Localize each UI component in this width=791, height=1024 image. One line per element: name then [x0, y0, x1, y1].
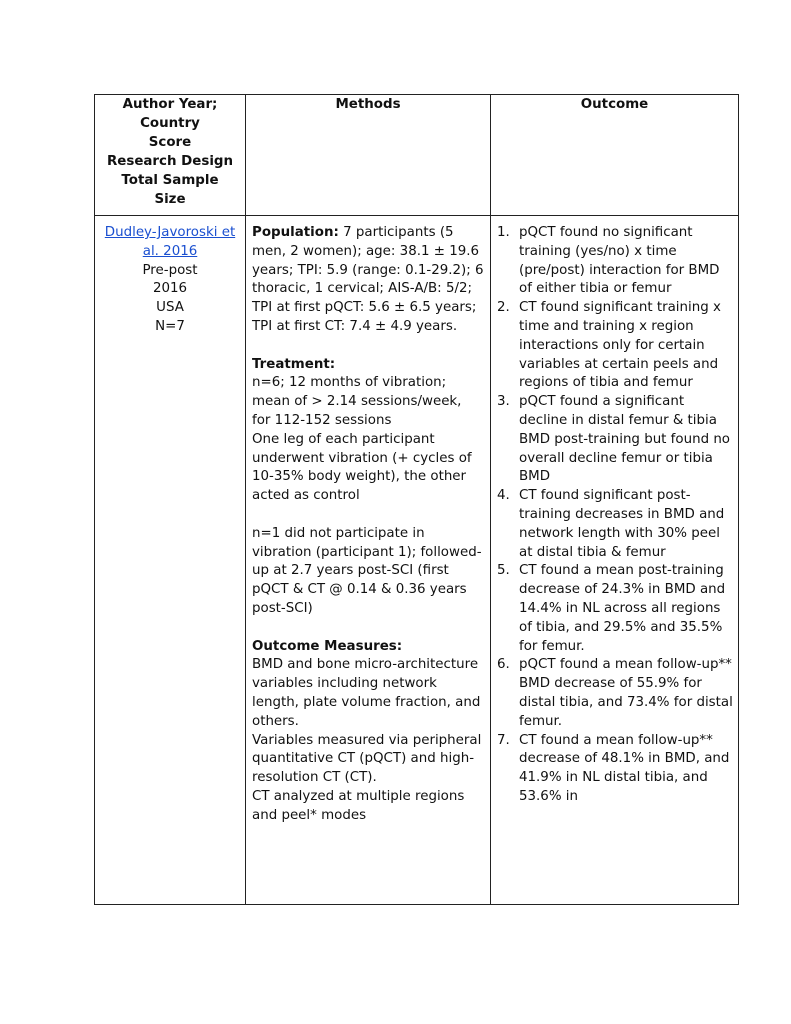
study-row — [95, 216, 739, 905]
outcome-measures-label: Outcome Measures: — [252, 638, 403, 654]
header-author-line: Research Design — [106, 154, 234, 169]
treatment-label: Treatment: — [252, 356, 336, 372]
header-author-line: Author Year; — [122, 97, 218, 112]
population-label: Population: — [252, 225, 339, 240]
study-country: USA — [156, 300, 184, 316]
population-text: 7 participants (5 men, 2 women); age: 38.1 ± 19.6 years; TPI: 5.9 (range: 0.1-29.2); 6 thoracic, 1 cervical; AIS-A/B: 5/2; TPI at first pQCT: 5.6 ± 6.5 years; TPI at first CT: 7.4 ± 4.9 years. — [252, 225, 484, 334]
outcome-measures-line: Variables measured via peripheral quantitative CT (pQCT) and high-resolution CT (CT). — [252, 732, 482, 786]
outcome-number: 4. — [497, 488, 510, 504]
outcome-text: CT found significant training x time and training x region interactions only for certain variables at certain peels and regions of tibia and femur — [519, 300, 721, 391]
outcome-cell — [491, 216, 739, 905]
population-section — [252, 224, 484, 337]
outcome-item — [497, 393, 734, 487]
header-author-line: Total Sample — [121, 173, 219, 188]
outcome-item — [497, 487, 734, 562]
header-methods: Methods — [335, 97, 401, 112]
header-author-line: Size — [154, 192, 186, 207]
outcome-text: pQCT found no significant training (yes/no) x time (pre/post) interaction for BMD of either tibia or femur — [519, 225, 720, 297]
outcome-item — [497, 656, 734, 731]
study-info-cell — [95, 216, 246, 905]
outcome-item — [497, 732, 734, 807]
outcome-measures-line: CT analyzed at multiple regions and peel* modes — [252, 788, 465, 823]
outcome-number: 6. — [497, 657, 510, 673]
header-author-line: Country — [140, 116, 200, 131]
outcome-list — [497, 224, 734, 807]
header-author-line: Score — [148, 135, 192, 150]
treatment-line: n=6; 12 months of vibration; mean of > 2.14 sessions/week, for 112-152 sessions — [252, 375, 462, 428]
treatment-line: One leg of each participant underwent vibration (+ cycles of 10-35% body weight), the other acted as control — [252, 431, 472, 504]
outcome-text: CT found a mean follow-up** decrease of 48.1% in BMD, and 41.9% in NL distal tibia, and 53.6% in — [519, 732, 730, 804]
followup-section — [252, 525, 484, 619]
outcome-number: 2. — [497, 300, 510, 316]
study-year: 2016 — [152, 281, 188, 297]
outcome-item — [497, 299, 734, 393]
followup-text: n=1 did not participate in vibration (participant 1); followed-up at 2.7 years post-SCI (first pQCT & CT @ 0.14 & 0.36 years post-SCI) — [252, 525, 482, 616]
outcome-text: CT found a mean post-training decrease of 24.3% in BMD and 14.4% in NL across all regions of tibia, and 29.5% and 35.5% for femur. — [519, 563, 726, 654]
header-author-cell — [95, 95, 246, 216]
author-link[interactable]: Dudley-Javoroski et al. 2016 — [104, 225, 236, 259]
evidence-table — [94, 94, 739, 905]
outcome-number: 1. — [497, 225, 510, 240]
header-outcome: Outcome — [580, 97, 649, 112]
header-outcome-cell — [491, 95, 739, 216]
outcome-number: 7. — [497, 732, 510, 748]
outcome-measures-line: BMD and bone micro-architecture variables including network length, plate volume fraction, and others. — [252, 657, 481, 729]
outcome-item — [497, 224, 734, 299]
outcome-number: 3. — [497, 394, 510, 410]
outcome-item — [497, 562, 734, 656]
header-methods-cell — [246, 95, 491, 216]
methods-cell — [246, 216, 491, 905]
outcome-text: CT found significant post-training decreases in BMD and network length with 30% peel at distal tibia & femur — [519, 488, 725, 560]
outcome-text: pQCT found a mean follow-up** BMD decrease of 55.9% for distal tibia, and 73.4% for distal femur. — [519, 657, 733, 729]
study-sample: N=7 — [155, 318, 185, 334]
outcome-measures-section — [252, 638, 484, 826]
treatment-section — [252, 356, 484, 506]
study-design: Pre-post — [142, 262, 198, 278]
outcome-text: pQCT found a significant decline in distal femur & tibia BMD post-training but found no overall decline femur or tibia BMD — [519, 394, 731, 485]
header-row — [95, 95, 739, 216]
outcome-number: 5. — [497, 563, 510, 579]
